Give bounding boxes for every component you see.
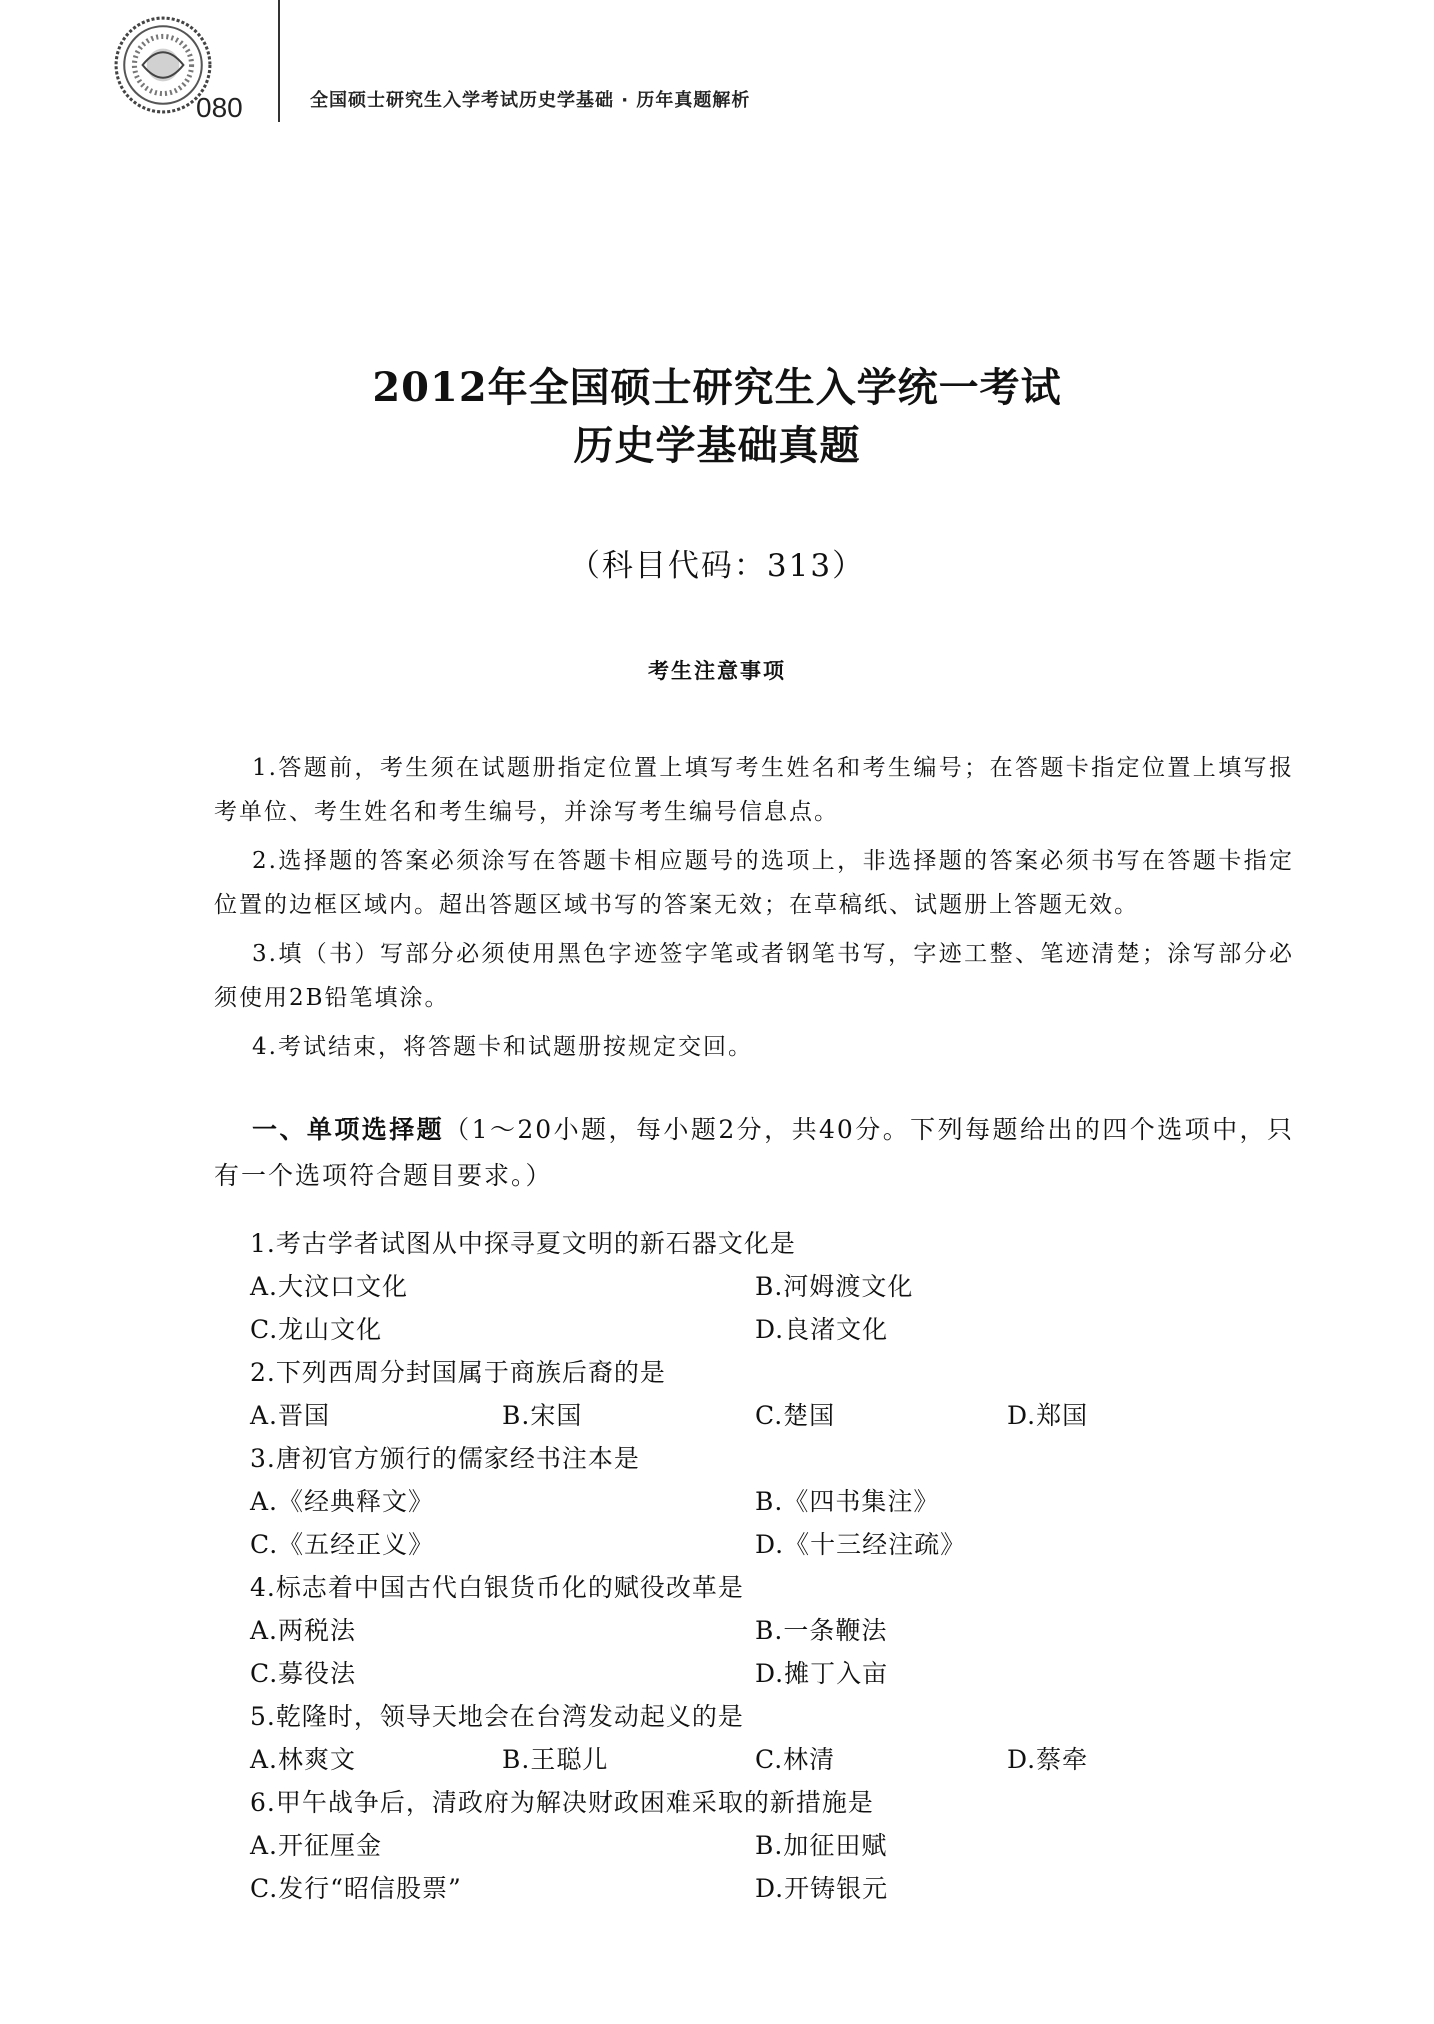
option-b: B.《四书集注》 — [755, 1487, 940, 1516]
option-d: D.摊丁入亩 — [755, 1659, 889, 1688]
question-list — [250, 1222, 1294, 1910]
option-b: B.一条鞭法 — [755, 1616, 888, 1645]
exam-notes — [214, 746, 1294, 1074]
option-a: A.两税法 — [250, 1616, 357, 1645]
question-stem: 4.标志着中国古代白银货币化的赋役改革是 — [250, 1573, 744, 1602]
option-c: C.楚国 — [755, 1401, 836, 1430]
option-b: B.加征田赋 — [755, 1831, 888, 1860]
exam-title-line1: 2012年全国硕士研究生入学统一考试 — [372, 364, 1062, 411]
question-6 — [250, 1781, 1294, 1910]
running-title: 全国硕士研究生入学考试历史学基础 · 历年真题解析 — [310, 90, 751, 111]
page-number: 080 — [196, 92, 243, 123]
option-a: A.林爽文 — [250, 1745, 357, 1774]
option-c: C.《五经正义》 — [250, 1530, 435, 1559]
option-d: D.开铸银元 — [755, 1874, 889, 1903]
exam-title-line2: 历史学基础真题 — [573, 422, 861, 469]
note-item: 3.填（书）写部分必须使用黑色字迹签字笔或者钢笔书写，字迹工整、笔迹清楚；涂写部分必须使用2B铅笔填涂。 — [214, 941, 1294, 1011]
notes-heading: 考生注意事项 — [648, 659, 786, 683]
option-d: D.郑国 — [1007, 1401, 1089, 1430]
option-d: D.良渚文化 — [755, 1315, 889, 1344]
note-item: 1.答题前，考生须在试题册指定位置上填写考生姓名和考生编号；在答题卡指定位置上填写报考单位、考生姓名和考生编号，并涂写考生编号信息点。 — [214, 755, 1294, 825]
section-heading — [214, 1107, 1294, 1199]
option-a: A.《经典释文》 — [250, 1487, 435, 1516]
note-item: 2.选择题的答案必须涂写在答题卡相应题号的选项上，非选择题的答案必须书写在答题卡指定位置的边框区域内。超出答题区域书写的答案无效；在草稿纸、试题册上答题无效。 — [214, 848, 1294, 918]
question-stem: 2.下列西周分封国属于商族后裔的是 — [250, 1358, 666, 1387]
section-title: 一、单项选择题 — [252, 1115, 445, 1144]
question-stem: 3.唐初官方颁行的儒家经书注本是 — [250, 1444, 640, 1473]
option-a: A.开征厘金 — [250, 1831, 383, 1860]
option-c: C.龙山文化 — [250, 1315, 383, 1344]
question-1 — [250, 1222, 1294, 1351]
option-d: D.蔡牵 — [1007, 1745, 1089, 1774]
option-b: B.宋国 — [502, 1401, 583, 1430]
option-b: B.河姆渡文化 — [755, 1272, 914, 1301]
option-c: C.林清 — [755, 1745, 836, 1774]
question-5 — [250, 1695, 1294, 1781]
question-stem: 5.乾隆时，领导天地会在台湾发动起义的是 — [250, 1702, 744, 1731]
option-a: A.大汶口文化 — [250, 1272, 409, 1301]
question-3 — [250, 1437, 1294, 1566]
question-stem: 1.考古学者试图从中探寻夏文明的新石器文化是 — [250, 1229, 796, 1258]
subject-code: （科目代码：313） — [568, 548, 866, 584]
option-b: B.王聪儿 — [502, 1745, 609, 1774]
option-c: C.发行“昭信股票” — [250, 1874, 462, 1903]
note-item: 4.考试结束，将答题卡和试题册按规定交回。 — [252, 1034, 753, 1060]
header-divider — [278, 0, 280, 122]
option-a: A.晋国 — [250, 1401, 331, 1430]
section-instruction: （1～20小题，每小题2分，共40分。下列每题给出的四个选项中，只有一个选项符合题目要求。） — [214, 1115, 1294, 1190]
option-c: C.募役法 — [250, 1659, 357, 1688]
question-stem: 6.甲午战争后，清政府为解决财政困难采取的新措施是 — [250, 1788, 874, 1817]
question-2 — [250, 1351, 1294, 1437]
option-d: D.《十三经注疏》 — [755, 1530, 967, 1559]
question-4 — [250, 1566, 1294, 1695]
